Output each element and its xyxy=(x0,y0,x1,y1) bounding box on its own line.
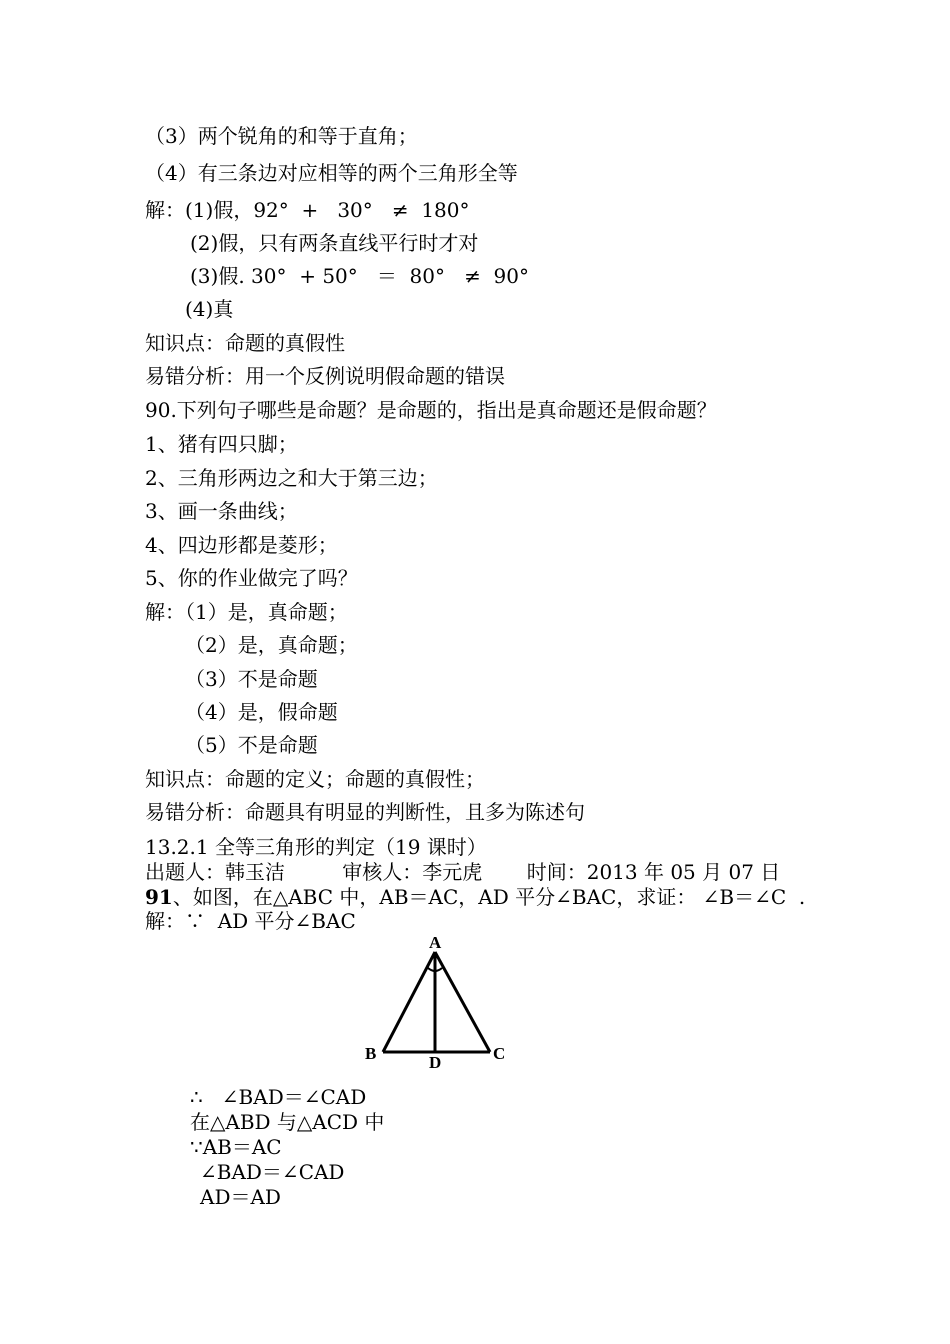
text-line: 易错分析：命题具有明显的判断性，且多为陈述句 xyxy=(145,800,585,824)
side-ab xyxy=(383,952,435,1052)
label-a: A xyxy=(429,933,442,952)
author-line: 出题人：韩玉洁 审核人：李元虎 时间：2013 年 05 月 07 日 xyxy=(145,860,781,884)
text-line: ∠BAD＝∠CAD xyxy=(200,1160,345,1184)
text-line: 知识点：命题的定义；命题的真假性； xyxy=(145,767,485,791)
text-line: 在△ABD 与△ACD 中 xyxy=(190,1110,385,1134)
label-d: D xyxy=(429,1053,442,1072)
text-line: （4）是，假命题 xyxy=(185,700,338,724)
text-line: （3）两个锐角的和等于直角； xyxy=(145,124,418,148)
text-line: (2)假，只有两条直线平行时才对 xyxy=(190,231,479,255)
text-line: 易错分析：用一个反例说明假命题的错误 xyxy=(145,364,505,388)
question-number: 91 xyxy=(145,885,173,909)
text-line: 解：(1)假，92° + 30° ≠ 180° xyxy=(145,198,470,222)
text-line: 2、三角形两边之和大于第三边； xyxy=(145,466,438,490)
text-line: （3）不是命题 xyxy=(185,667,318,691)
question-90: 90.下列句子哪些是命题？是命题的，指出是真命题还是假命题？ xyxy=(145,398,717,422)
label-b: B xyxy=(365,1044,377,1063)
text-line: 1、猪有四只脚； xyxy=(145,432,298,456)
triangle-figure xyxy=(350,930,530,1075)
text-line: 解：（1）是，真命题； xyxy=(145,600,348,624)
text-line: ∵AB＝AC xyxy=(190,1135,282,1159)
text-line: 3、画一条曲线； xyxy=(145,499,298,523)
text-line: 知识点：命题的真假性 xyxy=(145,331,345,355)
text-line: ∴ ∠BAD＝∠CAD xyxy=(190,1085,367,1109)
label-c: C xyxy=(493,1044,506,1063)
text-line: (3)假. 30° + 50° ＝ 80° ≠ 90° xyxy=(190,264,530,288)
text-line: （2）是，真命题； xyxy=(185,633,358,657)
text-line: （5）不是命题 xyxy=(185,733,318,757)
text-line: AD＝AD xyxy=(200,1185,281,1209)
question-91 xyxy=(145,885,805,909)
text-line: 5、你的作业做完了吗？ xyxy=(145,566,358,590)
section-heading: 13.2.1 全等三角形的判定（19 课时） xyxy=(145,835,487,859)
side-ac xyxy=(435,952,490,1052)
question-text: 、如图，在△ABC 中，AB＝AC，AD 平分∠BAC，求证： ∠B＝∠C . xyxy=(172,885,806,909)
text-line: 4、四边形都是菱形； xyxy=(145,533,338,557)
text-line: （4）有三条边对应相等的两个三角形全等 xyxy=(145,161,518,185)
text-line: (4)真 xyxy=(185,297,234,321)
text-line: 解：∵ AD 平分∠BAC xyxy=(145,909,356,933)
